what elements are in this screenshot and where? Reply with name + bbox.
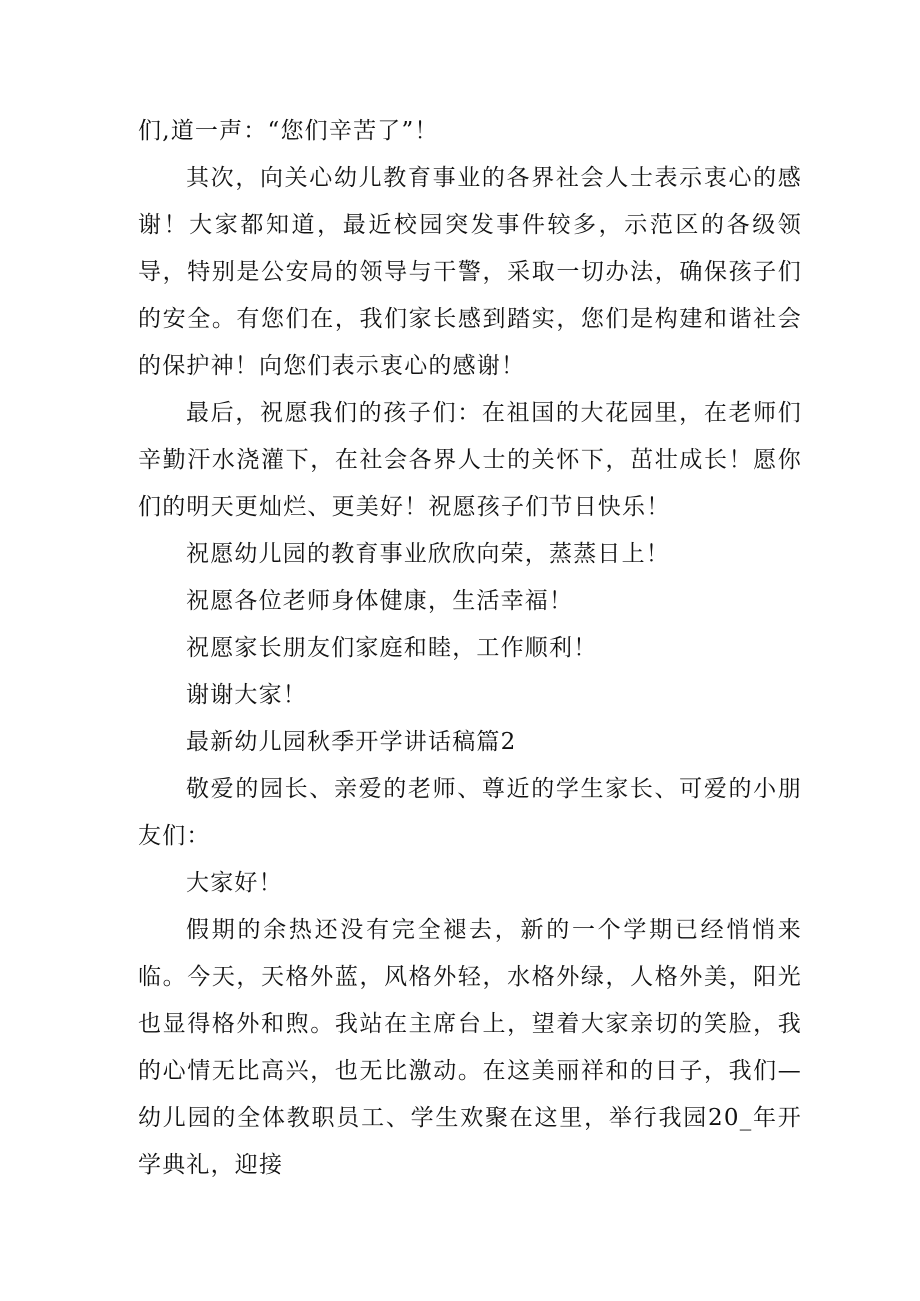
paragraph-wishes-children: 最后，祝愿我们的孩子们：在祖国的大花园里，在老师们辛勤汗水浇灌下，在社会各界人士的关怀下，茁壮成长！愿你们的明天更灿烂、更美好！祝愿孩子们节日快乐！ <box>138 400 802 520</box>
paragraph-continuation: 们,道一声：“您们辛苦了”！ <box>138 118 439 144</box>
paragraph-salutation: 敬爱的园长、亲爱的老师、尊近的学生家长、可爱的小朋友们： <box>138 776 802 849</box>
document-body <box>138 108 802 1189</box>
paragraph-wish-parents: 祝愿家长朋友们家庭和睦，工作顺利！ <box>186 635 598 661</box>
paragraph-thank-you: 谢谢大家！ <box>186 682 307 708</box>
section-heading: 最新幼儿园秋季开学讲话稿篇2 <box>186 729 517 755</box>
paragraph-greeting: 大家好！ <box>186 870 283 896</box>
paragraph-thanks-society: 其次，向关心幼儿教育事业的各界社会人士表示衷心的感谢！大家都知道，最近校园突发事件较多，示范区的各级领导，特别是公安局的领导与干警，采取一切办法，确保孩子们的安全。有您们在，我们家长感到踏实，您们是构建和谐社会的保护神！向您们表示衷心的感谢！ <box>138 165 802 379</box>
paragraph-wish-teachers: 祝愿各位老师身体健康，生活幸福！ <box>186 588 574 614</box>
paragraph-opening-speech: 假期的余热还没有完全褪去，新的一个学期已经悄悄来临。今天，天格外蓝，风格外轻，水格外绿，人格外美，阳光也显得格外和煦。我站在主席台上，望着大家亲切的笑脸，我的心情无比高兴，也无比激动。在这美丽祥和的日子，我们—幼儿园的全体教职员工、学生欢聚在这里，举行我园20_年开学典礼，迎接 <box>138 917 802 1178</box>
paragraph-wish-kindergarten: 祝愿幼儿园的教育事业欣欣向荣，蒸蒸日上！ <box>186 541 670 567</box>
